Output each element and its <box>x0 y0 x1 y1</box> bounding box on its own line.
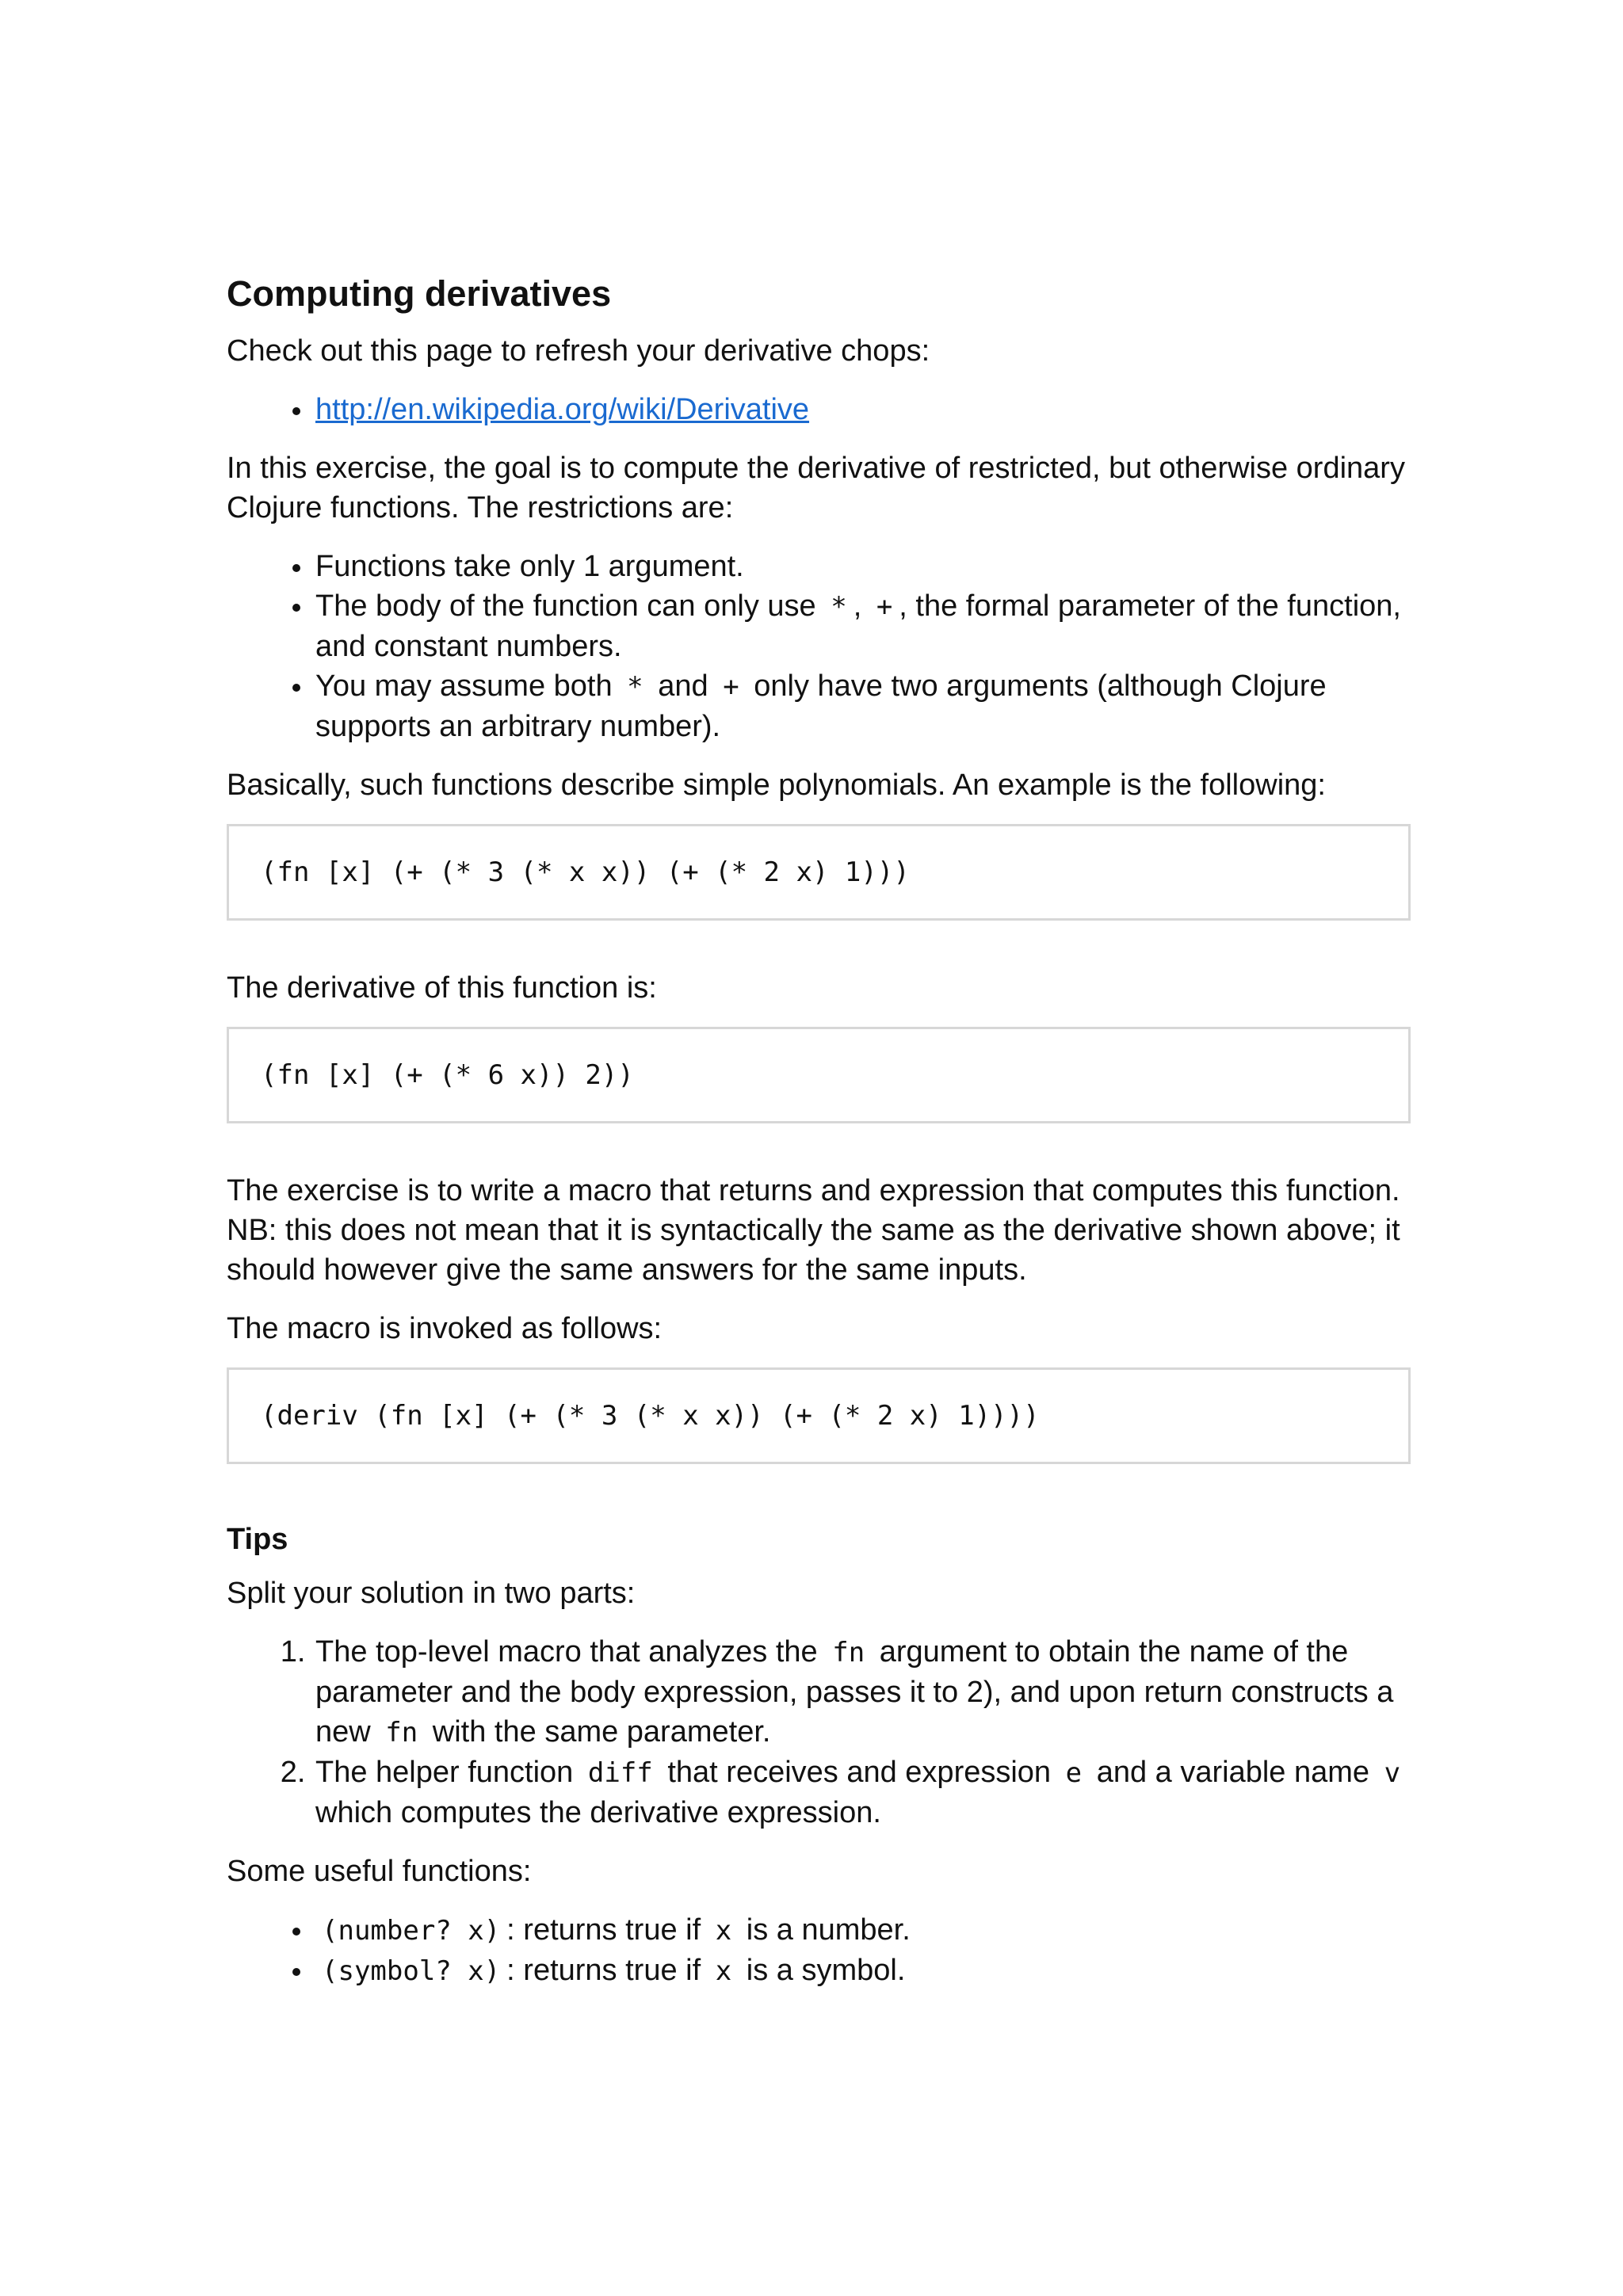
list-item: • Functions take only 1 argument. <box>314 547 1411 586</box>
inline-code: (symbol? x) <box>322 1955 501 1987</box>
code-block-example: (fn [x] (+ (* 3 (* x x)) (+ (* 2 x) 1))) <box>227 824 1411 921</box>
restrictions-list <box>227 547 1411 746</box>
useful-paragraph: Some useful functions: <box>227 1855 532 1888</box>
text: argument to obtain the name of the parameter and the body expression, passes it to 2), and upon return constructs a new <box>315 1635 1394 1749</box>
text: is a symbol. <box>746 1954 906 1987</box>
text: is a number. <box>746 1913 911 1947</box>
inline-code: fn <box>832 1637 865 1669</box>
inline-code: x <box>715 1955 732 1987</box>
text: , <box>853 589 862 623</box>
list-item <box>314 586 1411 666</box>
text: with the same parameter. <box>432 1715 771 1749</box>
derivative-intro-paragraph: The derivative of this function is: <box>227 971 657 1005</box>
inline-code: + <box>876 591 893 623</box>
code-block-derivative: (fn [x] (+ (* 6 x)) 2)) <box>227 1027 1411 1123</box>
inline-code: + <box>723 671 739 703</box>
wikipedia-link[interactable]: http://en.wikipedia.org/wiki/Derivative <box>315 393 810 426</box>
steps-list <box>227 1632 1411 1833</box>
document <box>227 269 1411 2010</box>
link-list <box>227 390 1411 429</box>
code-block-invoke: (deriv (fn [x] (+ (* 3 (* x x)) (+ (* 2 x) 1)))) <box>227 1367 1411 1464</box>
text: and a variable name <box>1096 1756 1370 1789</box>
text: You may assume both <box>315 669 613 703</box>
text: The body of the function can only use <box>315 589 816 623</box>
list-item <box>314 390 1411 429</box>
invoked-paragraph: The macro is invoked as follows: <box>227 1312 663 1345</box>
text: only have two arguments (although Clojure supports an arbitrary number). <box>315 669 1327 743</box>
inline-code: e <box>1065 1757 1083 1789</box>
list-item <box>314 1632 1411 1753</box>
inline-code: fn <box>385 1717 418 1749</box>
inline-code: * <box>831 591 847 623</box>
list-item <box>314 666 1411 746</box>
text: and <box>658 669 708 703</box>
inline-code: * <box>627 671 643 703</box>
basically-paragraph: Basically, such functions describe simple polynomials. An example is the following: <box>227 769 1326 802</box>
text: which computes the derivative expression. <box>315 1796 881 1829</box>
tips-heading: Tips <box>227 1523 288 1556</box>
split-paragraph: Split your solution in two parts: <box>227 1577 636 1610</box>
inline-code: (number? x) <box>322 1915 501 1947</box>
inline-code: v <box>1384 1757 1401 1789</box>
page-title: Computing derivatives <box>227 273 612 314</box>
exercise-paragraph: The exercise is to write a macro that returns and expression that computes this function. NB: this does not mean that it is syntactically the same as the derivative shown above; it should however give the same answers for the same inputs. <box>227 1174 1400 1287</box>
intro-paragraph: Check out this page to refresh your derivative chops: <box>227 334 930 368</box>
functions-list <box>227 1910 1411 1991</box>
exercise-intro-paragraph: In this exercise, the goal is to compute the derivative of restricted, but otherwise ordinary Clojure functions. The restrictions are: <box>227 452 1405 524</box>
inline-code: diff <box>587 1757 653 1789</box>
text: The helper function <box>315 1756 574 1789</box>
text: that receives and expression <box>667 1756 1052 1789</box>
list-item <box>314 1951 1411 1991</box>
text: The top-level macro that analyzes the <box>315 1635 818 1669</box>
text: : returns true if <box>506 1913 701 1947</box>
text: : returns true if <box>506 1954 701 1987</box>
list-item <box>314 1753 1411 1833</box>
list-item <box>314 1910 1411 1951</box>
inline-code: x <box>715 1915 732 1947</box>
text: , the formal parameter of the function, and constant numbers. <box>315 589 1401 663</box>
